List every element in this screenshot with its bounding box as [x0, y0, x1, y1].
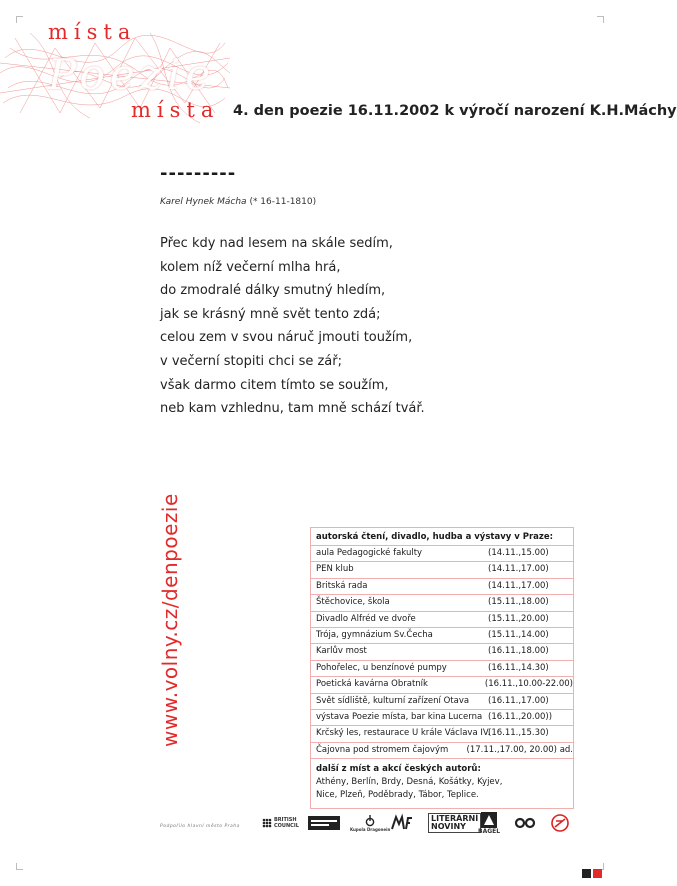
event-place: Trója, gymnázium Sv.Čecha: [316, 629, 433, 640]
poem-body: [160, 232, 425, 421]
poem-line: však darmo citem tímto se soužím,: [160, 377, 389, 393]
page-subtitle: 4. den poezie 16.11.2002 k výročí narození K.H.Máchy: [233, 103, 677, 119]
table-row: [311, 677, 573, 693]
event-time: (16.11.,18.00): [488, 646, 549, 657]
bagel-logo: [478, 806, 500, 840]
table-row: [311, 628, 573, 644]
power-icon: [365, 815, 375, 827]
poem-line: do zmodralé dálky smutný hledím,: [160, 283, 386, 299]
website-url-link[interactable]: www.volny.cz/denpoezie: [158, 493, 182, 747]
table-row: [311, 726, 573, 742]
event-place: Svět sídliště, kulturní zařízení Otava: [316, 695, 470, 706]
event-place: Poetická kavárna Obratník: [316, 679, 428, 690]
table-row: [311, 612, 573, 628]
event-time: (15.11.,14.00): [488, 629, 549, 640]
corner-color-squares: [582, 869, 602, 878]
bagel-emblem-icon: [481, 812, 497, 828]
table-row: [311, 546, 573, 562]
sponsor-logo-box: [308, 806, 340, 840]
event-time: (14.11.,17.00): [488, 564, 549, 575]
table-row: [311, 644, 573, 660]
poem-line: v večerní stopiti chci se zář;: [160, 353, 342, 369]
author-dates: (* 16-11-1810): [249, 197, 317, 207]
event-place: Pohořelec, u benzínové pumpy: [316, 662, 447, 673]
event-time: (17.11.,17.00, 20.00) ad.: [466, 744, 573, 755]
event-place: Divadlo Alfréd ve dvoře: [316, 613, 416, 624]
poem-line: kolem níž večerní mlha hrá,: [160, 259, 341, 275]
table-row: [311, 743, 573, 759]
event-place: aula Pedagogické fakulty: [316, 548, 423, 558]
table-row: [311, 694, 573, 710]
logo-word-big: Poezie: [48, 50, 216, 99]
event-place: Karlův most: [316, 646, 367, 657]
poem-line: celou zem v svou náruč jmouti toužím,: [160, 330, 413, 346]
square-red: [593, 869, 602, 878]
events-footer: [311, 759, 573, 808]
logo-word-top: místa: [48, 20, 137, 44]
events-footer-heading: další z míst a akcí českých autorů:: [316, 764, 481, 775]
poem-author: [160, 197, 316, 207]
event-time: (16.11.,17.00): [488, 695, 549, 706]
table-row: [311, 661, 573, 677]
table-row: [311, 710, 573, 726]
events-footer-line: Nice, Plzeň, Poděbrady, Tábor, Teplice.: [316, 790, 479, 801]
british-council-logo: [262, 806, 299, 840]
event-place: Britská rada: [316, 580, 368, 591]
square-dark: [582, 869, 591, 878]
sponsor-box-icon: [308, 816, 340, 830]
bagel-text: BAGEL: [478, 827, 501, 835]
table-row: [311, 595, 573, 611]
sponsor-label: Podpořilo hlavní město Praha: [160, 824, 240, 829]
literarni-noviny-logo: [428, 806, 481, 840]
crop-mark-top-right: [597, 16, 604, 23]
event-time: (16.11.,14.30): [488, 662, 549, 673]
events-table: [310, 527, 574, 809]
red-circle-logo: [550, 806, 570, 840]
logo-word-bottom: místa: [131, 98, 220, 122]
event-time: (16.11.,15.30): [488, 728, 549, 739]
event-time: (16.11.,10.00-22.00): [484, 679, 573, 690]
event-place: výstava Poezie místa, bar kina Lucerna: [316, 711, 483, 722]
event-place: Krčský les, restaurace U krále Václava IV.: [316, 728, 491, 739]
infinity-icon: [514, 817, 536, 829]
event-time: (14.11.,17.00): [488, 580, 549, 591]
dashes-separator: ---------: [160, 163, 237, 184]
author-name: Karel Hynek Mácha: [160, 197, 247, 207]
noviny-text: NOVINY: [431, 822, 466, 831]
event-place: Štěchovice, škola: [316, 597, 390, 608]
event-time: (14.11.,15.00): [488, 548, 549, 558]
dots-icon: [262, 818, 272, 828]
british-council-text: COUNCIL: [274, 823, 299, 829]
kupola-logo: [350, 806, 390, 840]
mf-logo: [390, 806, 412, 840]
mf-icon: [390, 816, 412, 830]
event-time: (15.11.,18.00): [488, 597, 549, 608]
event-place: PEN klub: [316, 564, 354, 575]
british-council-text: BRITISH: [274, 817, 297, 823]
crop-mark-bottom-left: [16, 863, 23, 870]
table-row: [311, 579, 573, 595]
poem-line: neb kam vzhlednu, tam mně schází tvář.: [160, 401, 425, 417]
literarni-text: LITERÁRNÍ: [431, 814, 479, 823]
events-heading: autorská čtení, divadlo, hudba a výstavy v Praze:: [311, 528, 573, 546]
sponsor-logos: [262, 806, 588, 840]
kupola-text: Kupola Dragonein: [350, 826, 391, 832]
table-row: [311, 562, 573, 578]
poem-line: jak se krásný mně svět tento zdá;: [160, 306, 381, 322]
event-time: (16.11.,20.00)): [488, 711, 553, 722]
red-emblem-icon: [550, 813, 570, 833]
event-place: Čajovna pod stromem čajovým: [316, 744, 449, 755]
poem-line: Přec kdy nad lesem na skále sedím,: [160, 236, 393, 251]
infinity-logo: [514, 806, 536, 840]
event-time: (15.11.,20.00): [488, 613, 549, 624]
events-footer-line: Athény, Berlín, Brdy, Desná, Košátky, Kyjev,: [316, 777, 503, 788]
